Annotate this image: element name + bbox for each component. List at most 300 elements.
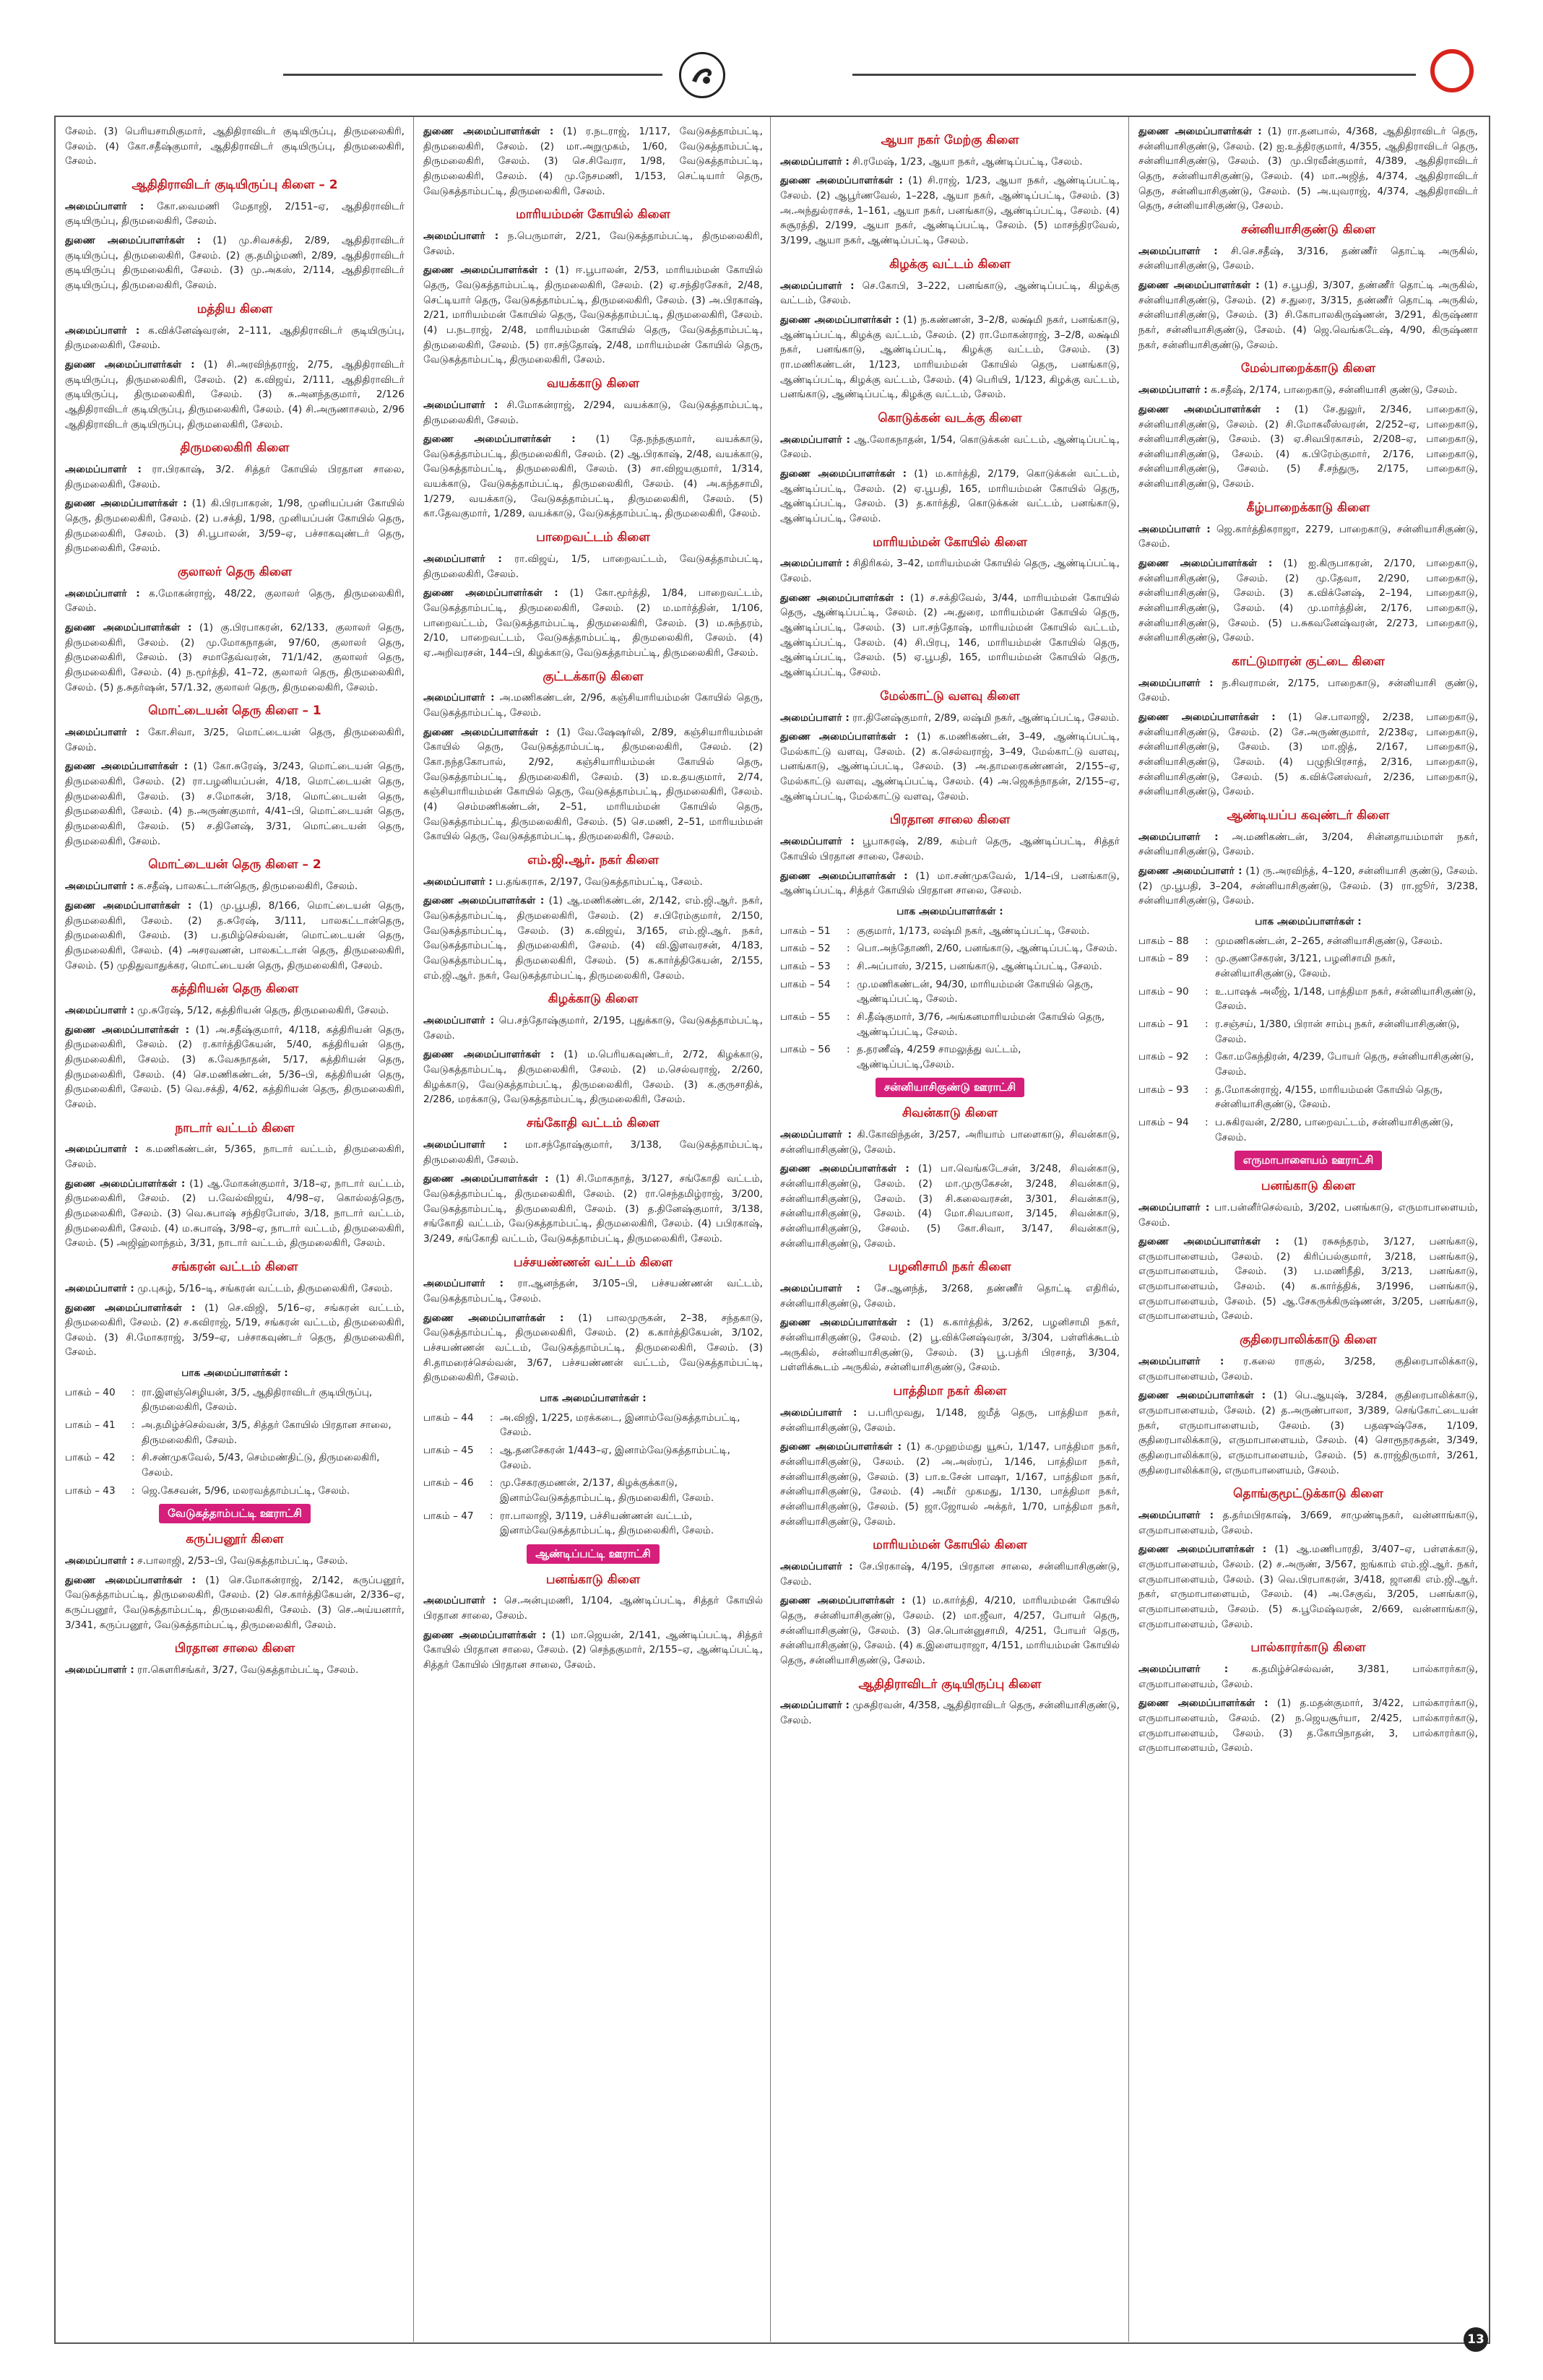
role-label: அமைப்பாளர் : [1138, 1201, 1210, 1213]
role-label: துணை அமைப்பாளர்கள் : [780, 1163, 909, 1175]
member-paragraph [423, 1172, 763, 1246]
member-details: சே.ஆனந்த், 3/268, தண்ணீர் தொட்டி எதிரில், சன்னியாசிகுண்டு, சேலம். [780, 1283, 1120, 1310]
member-paragraph [65, 324, 405, 353]
role-label: அமைப்பாளர் : [780, 155, 850, 168]
role-label: அமைப்பாளர் : [423, 1138, 508, 1151]
role-label: அமைப்பாளர் : [780, 1129, 852, 1141]
role-label: துணை அமைப்பாளர்கள் : [65, 1177, 186, 1190]
section-heading: கிழக்கு வட்டம் கிளை [889, 256, 1011, 272]
member-paragraph [65, 1554, 405, 1569]
member-paragraph [423, 1628, 763, 1673]
part-value: உ.பாஷக் அலீஜ், 1/148, பாத்திமா நகர், சன்னியாசிகுண்டு, சேலம். [1215, 985, 1477, 1013]
part-colon: : [131, 1484, 135, 1497]
section-heading: பழனிசாமி நகர் கிளை [889, 1260, 1011, 1275]
part-row [423, 1476, 763, 1505]
part-value: கோ.மகேந்திரன், 4/239, போயர் தெரு, சன்னியாசிகுண்டு, சேலம். [1215, 1051, 1474, 1078]
member-details: க.மோகன்ராஜ், 48/22, குலாலர் தெரு, திருமலைகிரி, சேலம். [65, 587, 405, 615]
role-label: அமைப்பாளர் : [1138, 1663, 1229, 1676]
member-paragraph [780, 1593, 1120, 1668]
member-paragraph [1138, 402, 1478, 492]
part-colon: : [847, 1011, 850, 1023]
section-heading: பச்சயண்ணன் வட்டம் கிளை [513, 1255, 673, 1270]
role-label: துணை அமைப்பாளர்கள் : [65, 498, 187, 510]
part-row [65, 1418, 405, 1448]
role-label: துணை அமைப்பாளர்கள் : [1138, 1236, 1279, 1248]
role-label: துணை அமைப்பாளர்கள் : [780, 1317, 911, 1329]
section-heading: குட்டக்காடு கிளை [543, 669, 644, 684]
column-separator [1128, 117, 1129, 2342]
part-label: பாகம் – 41 [65, 1419, 116, 1432]
part-label: பாகம் – 54 [780, 978, 831, 990]
member-paragraph [780, 1406, 1120, 1435]
part-row [65, 1385, 405, 1415]
role-label: துணை அமைப்பாளர்கள் : [423, 726, 550, 738]
member-paragraph [780, 313, 1120, 402]
member-paragraph [423, 1311, 763, 1385]
member-paragraph [423, 1593, 763, 1623]
member-paragraph [423, 1047, 763, 1107]
section-heading: மொட்டையன் தெரு கிளை – 1 [148, 704, 321, 719]
role-label: அமைப்பாளர் : [780, 558, 850, 570]
member-details: (1) ம.கார்த்தி, 2/179, கொடுக்கன் வட்டம், ஆண்டிப்பட்டி, சேலம். (2) ஏ.பூபதி, 165, மாரியம்மன் கோயில் தெரு, ஆண்டிப்பட்டி, சேலம். (3) த.கார்த்தி, கொடுக்கன் வட்டம், பனங்காடு, ஆண்டிப்பட்டி, சேலம். [780, 467, 1120, 524]
part-label: பாகம் – 45 [423, 1444, 474, 1456]
member-details: மு.புகழ், 5/16–டி, சங்கரன் வட்டம், திருமலைகிரி, சேலம். [134, 1282, 393, 1294]
member-details: (1) ஆ.மணிபாரதி, 3/407–ஏ, பள்ளக்காடு, எருமாபாளையம், சேலம். (2) ச.அருண், 3/567, ஐங்காம் எம்.ஜி.ஆர். நகர், எருமாபாளையம், சேலம். (3) வெ.பிரபாகரன், 3/418, ஜானகி எம்.ஜி.ஆர். நகர், எருமாபாளையம், சேலம். (4) அ.சேகுவ், 3/205, பனங்காடு, எருமாபாளையம், சேலம். (5) சு.பூமேஷ்வரன், 2/669, வன்னாங்காடு, எருமாபாளையம், சேலம். [1138, 1544, 1478, 1630]
part-value: ஆ.தனசேகரன் 1/443–ஏ, இனாம்வேடுகத்தாம்பட்டி, சேலம். [500, 1444, 730, 1471]
part-value: முமணிகண்டன், 2–265, சன்னியாசிகுண்டு, சேலம். [1215, 935, 1443, 947]
member-details: (1) ஐ.கிருபாகரன், 2/170, பாறைகாடு, சன்னியாசிகுண்டு, சேலம். (2) மு.தேவா, 2/290, பாறைகாடு, சன்னியாசிகுண்டு, சேலம். (3) க.விக்னேஷ், 2–194, பாறைகாடு, சன்னியாசிகுண்டு, சேலம். (4) மு.மார்த்தின், 2/176, பாறைகாடு, சன்னியாசிகுண்டு, சேலம். (5) ப.சுகவனேஷ்வரன், 2/273, பாறைகாடு, சன்னியாசிகுண்டு, சேலம். [1138, 557, 1478, 644]
member-paragraph [1138, 556, 1478, 646]
member-details: (1) சி.ராஜ், 1/23, ஆயா நகர், ஆண்டிப்பட்டி, சேலம். (2) ஆபூர்ணவேல், 1–228, ஆயா நகர், ஆண்டிப்பட்டி, சேலம். (3) அ.அந்துல்ராசக், 1–161, ஆயா நகர், பனங்காடு, ஆண்டிப்பட்டி, சேலம். (4) சுசூரத்தி, 2/199, ஆயா நகர், ஆண்டிப்பட்டி, சேலம். (5) மாசந்திரவேல், 3/199, ஆயா நகர், ஆண்டிப்பட்டி, சேலம். [780, 175, 1120, 247]
part-value: ஜெ.கேசவன், 5/96, மலரவத்தாம்பட்டி, சேலம். [142, 1484, 350, 1497]
member-paragraph [65, 124, 405, 169]
role-label: அமைப்பாளர் : [1138, 245, 1218, 257]
part-colon: : [1205, 953, 1209, 965]
role-label: அமைப்பாளர் : [65, 727, 140, 739]
member-details: (1) க.முஹம்மது யூசுப், 1/147, பாத்திமா நகர், சன்னியாசிகுண்டு, சேலம். (2) அ.அஸ்ரப், 1/146, பாத்திமா நகர், சன்னியாசிகுண்டு, சேலம். (3) பா.உசேன் பாஷா, 1/167, பாத்திமா நகர், சன்னியாசிகுண்டு, சேலம். (4) அமீர் முகமது, 1/130, பாத்திமா நகர், சன்னியாசிகுண்டு, சேலம். (5) ஜா.ஜோயல் அக்தர், 1/70, பாத்திமா நகர், சன்னியாசிகுண்டு, சேலம். [780, 1441, 1120, 1528]
member-paragraph [423, 229, 763, 259]
member-paragraph [65, 1023, 405, 1112]
member-details: ரா.பிரகாஷ், 3/2. சித்தர் கோயில் பிரதான சாலை, திருமலைகிரி, சேலம். [65, 463, 405, 490]
member-details: க.சதீஷ், பாலகட்டான்தெரு, திருமலைகிரி, சேலம். [134, 880, 358, 893]
member-paragraph [780, 1698, 1120, 1728]
member-paragraph [780, 834, 1120, 864]
part-colon: : [847, 925, 850, 937]
part-colon: : [1205, 935, 1209, 947]
section-heading: வயக்காடு கிளை [547, 376, 639, 391]
member-paragraph [1138, 522, 1478, 552]
member-paragraph [780, 711, 1120, 726]
section-heading: மாரியம்மன் கோயில் கிளை [873, 1538, 1027, 1553]
member-paragraph [65, 1177, 405, 1251]
role-label: அமைப்பாளர் : [780, 1700, 850, 1712]
role-label: துணை அமைப்பாளர் : [1138, 865, 1242, 878]
role-label: துணை அமைப்பாளர்கள் : [423, 1629, 546, 1641]
member-paragraph [780, 1281, 1120, 1311]
member-paragraph [1138, 830, 1478, 860]
member-paragraph [780, 1559, 1120, 1589]
part-value: ரா.பாலாஜி, 3/119, பச்சியண்ணன் வட்டம், இனாம்வேடுகத்தாம்பட்டி, திருமலைகிரி, சேலம். [500, 1510, 714, 1537]
member-details: பூபாசுரஷ், 2/89, கம்பர் தெரு, ஆண்டிப்பட்டி, சித்தர் கோயில் பிரதான சாலை, சேலம். [780, 836, 1120, 862]
role-label: துணை அமைப்பாளர்கள் : [65, 358, 195, 371]
role-label: அமைப்பாளர் : [423, 399, 498, 411]
section-heading: திருமலைகிரி கிளை [180, 441, 290, 456]
section-heading: மாரியம்மன் கோயில் கிளை [873, 535, 1027, 550]
role-label: அமைப்பாளர் : [780, 1283, 860, 1295]
column-separator [413, 117, 414, 2342]
part-value: பொ.அந்தோணி, 2/60, பனங்காடு, ஆண்டிப்பட்டி, சேலம். [857, 943, 1118, 955]
panchayat-banner: ஆண்டிப்பட்டி ஊராட்சி [527, 1544, 660, 1564]
member-paragraph [423, 432, 763, 522]
member-details: கோ.சிவா, 3/25, மொட்டையன் தெரு, திருமலைகிரி, சேலம். [65, 727, 405, 753]
section-heading: சிவன்காடு கிளை [902, 1106, 998, 1121]
part-label: பாகம் – 52 [780, 943, 831, 955]
role-label: துணை அமைப்பாளர்கள் : [1138, 403, 1280, 415]
section-heading: தொங்குமூட்டுக்காடு கிளை [1233, 1487, 1383, 1502]
role-label: அமைப்பாளர் : [65, 1005, 134, 1017]
role-label: துணை அமைப்பாளர்கள் : [1138, 557, 1273, 569]
part-colon: : [131, 1386, 135, 1398]
role-label: அமைப்பாளர் : [65, 324, 140, 337]
member-details: க.சதீஷ், 2/174, பாறைகாடு, சன்னியாசி குண்டு, சேலம். [1207, 384, 1458, 397]
role-label: துணை அமைப்பாளர்கள் : [423, 1049, 555, 1061]
section-heading: மொட்டையன் தெரு கிளை – 2 [148, 857, 321, 873]
part-value: ரா.இளஞ்செழியன், 3/5, ஆதிதிராவிடர் குடியிருப்பு, திருமலைகிரி, சேலம். [142, 1386, 373, 1414]
role-label: அமைப்பாளர் : [780, 836, 855, 848]
member-details: த.தர்மபிரகாஷ், 3/669, சாமுண்டிநகர், வன்னாங்காடு, எருமாபாளையம், சேலம். [1138, 1510, 1478, 1536]
role-label: அமைப்பாளர் : [423, 553, 502, 565]
part-value: சி.அப்பாஸ், 3/215, பனங்காடு, ஆண்டிப்பட்டி, சேலம். [857, 960, 1102, 972]
member-details: சி.ரமேஷ், 1/23, ஆயா நகர், ஆண்டிப்பட்டி, சேலம். [849, 155, 1083, 168]
member-details: (1) ரசுசுந்தரம், 3/127, பனங்காடு, எருமாபாளையம், சேலம். (2) கிரிப்பல்குமார், 3/218, பனங்காடு, எருமாபாளையம், சேலம். (3) ப.மணிநீதி, 3/213, பனங்காடு, எருமாபாளையம், சேலம். (4) க.கார்த்திக், 3/1996, பனங்காடு, எருமாபாளையம், சேலம். (5) ஆ.சேகருக்கிருஷ்ணன், 3/205, பனங்காடு, எருமாபாளையம், சேலம். [1138, 1236, 1478, 1323]
role-label: அமைப்பாளர் : [1138, 523, 1211, 535]
role-label: துணை அமைப்பாளர்கள் : [780, 592, 904, 604]
panchayat-banner: வேடுகத்தாம்பட்டி ஊராட்சி [159, 1504, 311, 1523]
section-heading: பனங்காடு கிளை [545, 1572, 641, 1587]
member-details: (1) சி.மோகநாத், 3/127, சங்கோதி வட்டம், வேடுகத்தாம்பட்டி, திருமலைகிரி, சேலம். (2) ரா.செந்தமிழ்ராஜ், 3/200, வேடுகத்தாம்பட்டி, திருமலைகிரி, சேலம். (3) த.தினேஷ்குமார், 3/138, சங்கோதி வட்டம், வேடுகத்தாம்பட்டி, திருமலைகிரி, சேலம். (4) பபிரகாஷ், 3/249, சங்கோதி வட்டம், வேடுகத்தாம்பட்டி, திருமலைகிரி, சேலம். [423, 1173, 763, 1245]
role-label: அமைப்பாளர் : [65, 1664, 134, 1676]
member-details: ச.பாலாஜி, 2/53–பி, வேடுகத்தாம்பட்டி, சேலம். [134, 1555, 348, 1567]
part-row [1138, 951, 1478, 981]
role-label: அமைப்பாளர் : [423, 230, 499, 243]
member-paragraph [1138, 676, 1478, 706]
role-label: துணை அமைப்பாளர்கள் : [65, 1024, 190, 1036]
member-details: (1) ம.கார்த்தி, 4/210, மாரியம்மன் கோயில் தெரு, சன்னியாசிகுண்டு, சேலம். (2) மா.ஜீவா, 4/257, போயர் தெரு, சன்னியாசிகுண்டு, சேலம். (3) செ.பொன்னுசாமி, 4/251, போயர் தெரு, சன்னியாசிகுண்டு, சேலம். (4) க.இளையராஜா, 4/151, மாரியம்மன் கோயில் தெரு, சன்னியாசிகுண்டு, சேலம். [780, 1595, 1120, 1666]
member-paragraph [1138, 1542, 1478, 1632]
member-paragraph [423, 1013, 763, 1043]
part-label: பாகம் – 51 [780, 925, 831, 937]
subsection-heading: பாக அமைப்பாளர்கள் : [181, 1367, 288, 1380]
role-label: அமைப்பாளர் : [65, 880, 134, 893]
member-details: கி.கோவிந்தன், 3/257, அரியாம் பாளைகாடு, சிவன்காடு, சன்னியாசிகுண்டு, சேலம். [780, 1129, 1120, 1156]
part-row [1138, 934, 1478, 949]
part-colon: : [847, 1044, 850, 1056]
part-colon: : [490, 1444, 493, 1456]
role-label: துணை அமைப்பாளர்கள் : [65, 1302, 196, 1314]
section-heading: மத்திய கிளை [196, 301, 273, 316]
section-heading: கருப்பனூர் கிளை [186, 1532, 284, 1547]
member-paragraph [780, 591, 1120, 680]
role-label: அமைப்பாளர் : [1138, 1510, 1214, 1522]
part-label: பாகம் – 90 [1138, 985, 1189, 998]
section-heading: காட்டுமாரன் குட்டை கிளை [1232, 654, 1385, 669]
member-details: ரா.விஜய், 1/5, பாறைவட்டம், வேடுகத்தாம்பட்டி, திருமலைகிரி, சேலம். [423, 553, 763, 580]
member-details: க.விக்னேஷ்வரன், 2–111, ஆதிதிராவிடர் குடியிருப்பு, திருமலைகிரி, சேலம். [65, 324, 405, 352]
role-label: அமைப்பாளர் : [780, 1561, 853, 1573]
member-details: (1) கோ.மூர்த்தி, 1/84, பாறைவட்டம், வேடுகத்தாம்பட்டி, திருமலைகிரி, சேலம். (2) ம.மார்த்தின், 1/106, பாறைவட்டம், வேடுகத்தாம்பட்டி, திருமலைகிரி, சேலம். (3) ம.சுந்தரம், 2/10, பாறைவட்டம், வேடுகத்தாம்பட்டி, திருமலைகிரி, சேலம். (4) ஏ.அறிவரசன், 144–பி, கிழக்காடு, வேடுகத்தாம்பட்டி, திருமலைகிரி, சேலம். [423, 587, 763, 659]
part-row [1138, 985, 1478, 1014]
section-heading: சங்கோதி வட்டம் கிளை [526, 1116, 660, 1131]
section-heading: பாறைவட்டம் கிளை [536, 530, 650, 545]
part-row [423, 1509, 763, 1539]
part-row [780, 1042, 1120, 1072]
part-row [1138, 1050, 1478, 1079]
member-details: மு.சுரேஷ், 5/12, கத்திரியன் தெரு, திருமலைகிரி, சேலம். [134, 1005, 389, 1017]
role-label: துணை அமைப்பாளர்கள் : [65, 899, 192, 912]
member-details: (1) கோ.சுரேஷ், 3/243, மொட்டையன் தெரு, திருமலைகிரி, சேலம். (2) ரா.பழனியப்பன், 4/18, மொட்டையன் தெரு, திருமலைகிரி, சேலம். (3) ச.மோகன், 3/18, மொட்டையன் தெரு, திருமலைகிரி, சேலம். (4) ந.அருண்குமார், 4/41–பி, மொட்டையன் தெரு, திருமலைகிரி, சேலம். (5) ச.தினேஷ், 3/31, மொட்டையன் தெரு, திருமலைகிரி, சேலம். [65, 761, 405, 847]
section-heading: சங்கரன் வட்டம் கிளை [171, 1260, 298, 1275]
member-details: (1) க.கார்த்திக், 3/262, பழனிசாமி நகர், சன்னியாசிகுண்டு, சேலம். (2) பூ.விக்னேஷ்வரன், 3/304, பள்ளிக்கூடம் அருகில், சன்னியாசிகுண்டு, சேலம். (3) பூ.பத்ரி பிரசாத், 3/304, பள்ளிக்கூடம் அருகில், சன்னியாசிகுண்டு, சேலம். [780, 1317, 1120, 1374]
role-label: துணை அமைப்பாளர்கள் : [1138, 280, 1260, 292]
role-label: அமைப்பாளர் : [423, 875, 493, 888]
member-details: பா.பன்னீர்செல்வம், 3/202, பனங்காடு, எருமாபாளையம், சேலம். [1138, 1201, 1478, 1229]
section-heading: நாடார் வட்டம் கிளை [175, 1120, 295, 1135]
role-label: துணை அமைப்பாளர்கள் : [65, 622, 192, 634]
section-heading: கத்திரியன் தெரு கிளை [170, 982, 299, 997]
header-rule-left [283, 74, 662, 76]
part-colon: : [131, 1419, 135, 1432]
part-row [1138, 1017, 1478, 1047]
member-details: (1) த.மதன்குமார், 3/422, பால்காரர்காடு, எருமாபாளையம், சேலம். (2) ந.ஜெயசூர்யா, 2/425, பால்காரர்காடு, எருமாபாளையம், சேலம். (3) த.கோபிநாதன், 3, பால்காரர்காடு, எருமாபாளையம், சேலம். [1138, 1697, 1478, 1754]
part-label: பாகம் – 89 [1138, 953, 1189, 965]
member-paragraph [780, 1128, 1120, 1157]
member-paragraph [780, 1440, 1120, 1529]
member-paragraph [65, 1301, 405, 1361]
part-label: பாகம் – 43 [65, 1484, 116, 1497]
role-label: துணை அமைப்பாளர்கள் : [423, 587, 558, 600]
page-marker-circle [1430, 49, 1474, 92]
member-paragraph [1138, 864, 1478, 909]
part-label: பாகம் – 53 [780, 960, 831, 972]
member-paragraph [1138, 710, 1478, 800]
panchayat-banner: சன்னியாசிகுண்டு ஊராட்சி [876, 1078, 1024, 1097]
role-label: அமைப்பாளர் : [1138, 1355, 1224, 1367]
part-row [1138, 1083, 1478, 1112]
role-label: துணை அமைப்பாளர்கள் : [1138, 126, 1262, 137]
member-paragraph [1138, 278, 1478, 352]
member-details: ப.பரிமுவது, 1/148, ஜமீத் தெரு, பாத்திமா நகர், சன்னியாசிகுண்டு, சேலம். [780, 1406, 1120, 1434]
member-paragraph [1138, 1508, 1478, 1538]
member-paragraph [1138, 1200, 1478, 1230]
section-heading: பிரதான சாலை கிளை [174, 1641, 295, 1656]
part-label: பாகம் – 42 [65, 1452, 116, 1464]
member-paragraph [780, 279, 1120, 308]
member-paragraph [1138, 124, 1478, 214]
member-paragraph [780, 173, 1120, 248]
member-details: (1) செ.மோகன்ராஜ், 2/142, கருப்பனூர், வேடுகத்தாம்பட்டி, திருமலைகிரி, சேலம். (2) செ.கார்த்திகேயன், 2/336–ஏ, கருப்பனூர், வேடுகத்தாம்பட்டி, திருமலைகிரி, சேலம். (3) செ.அய்யனார், 3/341, கருப்பனூர், வேடுகத்தாம்பட்டி, திருமலைகிரி, சேலம். [65, 1574, 405, 1631]
member-paragraph [65, 462, 405, 492]
role-label: அமைப்பாளர் : [423, 1278, 503, 1290]
member-details: ந.பெருமாள், 2/21, வேடுகத்தாம்பட்டி, திருமலைகிரி, சேலம். [423, 230, 763, 257]
member-details: (1) ரா.தனபால், 4/368, ஆதிதிராவிடர் தெரு, சன்னியாசிகுண்டு, சேலம். (2) ஐ.உத்திரகுமார், 4/355, ஆதிதிராவிடர் தெரு, சன்னியாசிகுண்டு, சேலம். (3) மு.பிரவீன்குமார், 4/389, ஆதிதிராவிடர் தெரு, சன்னியாசிகுண்டு, சேலம். (4) மா.அஜித், 4/374, ஆதிதிராவிடர் தெரு, சன்னியாசிகுண்டு, சேலம். (5) அ.யுவராஜ், 4/374, ஆதிதிராவிடர் தெரு, சன்னியாசிகுண்டு, சேலம். [1138, 126, 1478, 212]
section-heading: ஆயா நகர் மேற்கு கிளை [881, 133, 1019, 147]
role-label: அமைப்பாளர் : [780, 1406, 857, 1419]
role-label: துணை அமைப்பாளர்கள் : [423, 1173, 549, 1185]
member-details: சே.பிரகாஷ், 4/195, பிரதான சாலை, சன்னியாசிகுண்டு, சேலம். [780, 1561, 1120, 1588]
member-details: ரா.தினேஷ்குமார், 2/89, லஷ்மி நகர், ஆண்டிப்பட்டி, சேலம். [849, 711, 1120, 724]
member-paragraph [1138, 1662, 1478, 1692]
part-row [780, 959, 1120, 974]
member-paragraph [423, 725, 763, 844]
member-paragraph [65, 759, 405, 849]
member-paragraph [65, 1573, 405, 1633]
part-label: பாகம் – 93 [1138, 1083, 1189, 1096]
member-paragraph [1138, 1388, 1478, 1478]
member-details: (1) கி.பிரபாகரன், 1/98, முனியப்பன் கோயில் தெரு, திருமலைகிரி, சேலம். (2) ப.சக்தி, 1/98, முனியப்பன் கோயில் தெரு, திருமலைகிரி, சேலம். (3) சி.பூபாலன், 3/59–ஏ, பச்சாகவுண்டர் தெரு, திருமலைகிரி, சேலம். [65, 498, 405, 555]
role-label: அமைப்பாளர் : [780, 711, 850, 724]
member-details: செ.கோபி, 3–222, பனங்காடு, ஆண்டிப்பட்டி, கிழக்கு வட்டம், சேலம். [780, 280, 1120, 307]
role-label: துணை அமைப்பாளர்கள் : [1138, 1390, 1266, 1402]
part-value: மு.குணசேகரன், 3/121, பழனிசாமி நகர், சன்னியாசிகுண்டு, சேலம். [1215, 953, 1396, 980]
role-label: அமைப்பாளர் : [423, 692, 495, 704]
member-details: (1) ர.நடராஜ், 1/117, வேடுகத்தாம்பட்டி, திருமலைகிரி, சேலம். (2) மா.அறுமுகம், 1/60, வேடுகத்தாம்பட்டி, திருமலைகிரி, சேலம். (3) செ.சிவேரா, 1/98, வேடுகத்தாம்பட்டி, திருமலைகிரி, சேலம். (4) மு.நேசமணி, 1/153, செட்டியார் தெரு, வேடுகத்தாம்பட்டி, திருமலைகிரி, சேலம். [423, 126, 763, 197]
section-heading: பாத்திமா நகர் கிளை [893, 1384, 1007, 1399]
member-details: சிதிரிகல், 3–42, மாரியம்மன் கோயில் தெரு, ஆண்டிப்பட்டி, சேலம். [780, 558, 1120, 585]
part-label: பாகம் – 92 [1138, 1051, 1189, 1063]
part-colon: : [131, 1452, 135, 1464]
panchayat-banner: எருமாபாளையம் ஊராட்சி [1235, 1151, 1383, 1170]
part-colon: : [1205, 1083, 1209, 1096]
role-label: துணை அமைப்பாளர்கள் : [1138, 711, 1276, 723]
role-label: துணை அமைப்பாளர்கள் : [65, 1574, 196, 1586]
member-paragraph [65, 725, 405, 755]
role-label: துணை அமைப்பாளர்கள் : [780, 731, 909, 743]
part-colon: : [1205, 1018, 1209, 1030]
role-label: அமைப்பாளர் : [780, 280, 855, 292]
member-details: (1) செ.விஜி, 5/16–ஏ, சங்கரன் வட்டம், திருமலைகிரி, சேலம். (2) ச.கவிராஜ், 5/19, சங்கரன் வட்டம், திருமலைகிரி, சேலம். (3) சி.மோகராஜ், 3/59–ஏ, பச்சாகவுண்டர் தெரு, திருமலைகிரி, சேலம். [65, 1302, 405, 1359]
section-heading: ஆதிதிராவிடர் குடியிருப்பு கிளை – 2 [131, 177, 338, 192]
header-rule-right [852, 74, 1416, 76]
member-details: (1) ஈ.பூபாலன், 2/53, மாரியம்மன் கோயில் தெரு, வேடுகத்தாம்பட்டி, திருமலைகிரி, சேலம். (2) ஏ.சந்திரசேகர், 2/48, செட்டியார் தெரு, வேடுகத்தாம்பட்டி, திருமலைகிரி, சேலம். (3) அ.பிரகாஷ், 2/21, மாரியம்மன் கோயில் தெரு, வேடுகத்தாம்பட்டி, திருமலைகிரி, சேலம். (4) ப.நடராஜ், 2/48, மாரியம்மன் கோயில் தெரு, வேடுகத்தாம்பட்டி, திருமலைகிரி, சேலம். (5) ரா.சந்தோஷ், 2/48, மாரியம்மன் கோயில் தெரு, வேடுகத்தாம்பட்டி, திருமலைகிரி, சேலம். [423, 264, 763, 366]
member-paragraph [780, 467, 1120, 527]
section-heading: ஆதிதிராவிடர் குடியிருப்பு கிளை [858, 1676, 1042, 1692]
member-paragraph [423, 586, 763, 660]
member-paragraph [780, 433, 1120, 462]
member-details: (1) மு.பூபதி, 8/166, மொட்டையன் தெரு, திருமலைகிரி, சேலம். (2) த.சுரேஷ், 3/111, பாலகட்டான்தெரு, திருமலைகிரி, சேலம். (3) ப.தமிழ்செல்வன், மொட்டையன் தெரு, திருமலைகிரி, சேலம். (4) அசரவணன், பாலகட்டான் தெரு, திருமலைகிரி, சேலம். (5) முதிதுவாதுக்கர, மொட்டையன் தெரு, திருமலைகிரி, சேலம். [65, 899, 405, 972]
member-details: (1) ஆ.மோகன்குமார், 3/18–ஏ, நாடார் வட்டம், திருமலைகிரி, சேலம். (2) ப.வேல்விஜய், 4/98–ஏ, கொல்லத்தெரு, திருமலைகிரி, சேலம். (3) வெ.சுபாஷ் சந்திரபோஸ், 3/18, நாடார் வட்டம், திருமலைகிரி, சேலம். (4) ம.சுபாஷ், 3/98–ஏ, நாடார் வட்டம், திருமலைகிரி, சேலம். (5) அஜிஹ்லாந்தம், 3/31, நாடார் வட்டம், திருமலைகிரி, சேலம். [65, 1177, 405, 1250]
role-label: துணை அமைப்பாளர்கள் : [780, 467, 907, 480]
role-label: துணை அமைப்பாளர்கள் : [423, 433, 576, 446]
role-label: அமைப்பாளர் : [65, 200, 144, 212]
member-details: ஆ.லோகநாதன், 1/54, கொடுக்கன் வட்டம், ஆண்டிப்பட்டி, சேலம். [780, 433, 1120, 461]
member-details: (1) ரு.அரவிந்த், 4–120, சன்னியாசி குண்டு, சேலம். (2) மு.பூபதி, 3–204, சன்னியாசிகுண்டு, சேலம். (3) ரா.ஜூர், 3/238, சன்னியாசிகுண்டு, சேலம். [1138, 865, 1478, 907]
member-details: சி.மோகன்ராஜ், 2/294, வயக்காடு, வேடுகத்தாம்பட்டி, திருமலைகிரி, சேலம். [423, 399, 763, 426]
part-label: பாகம் – 56 [780, 1044, 831, 1056]
section-heading: பனங்காடு கிளை [1261, 1179, 1356, 1194]
member-details: (1) பெ.ஆயுஷ், 3/284, குதிரைபாலிக்காடு, எருமாபாளையம், சேலம். (2) த.அருண்பாலா, 3/389, செங்கோட்டையன் நகர், எருமாபாளையம், சேலம். (3) பதஷுஷ்சேக, 1/109, குதிரைபாலிக்காடு, எருமாபாளையம், சேலம். (4) சொரூநரசுதன், 3/349, குதிரைபாலிக்காடு, எருமாபாளையம், சேலம். (5) க.ராஜ்திருமார், 3/261, குதிரைபாலிக்காடு, எருமாபாளையம், சேலம். [1138, 1390, 1478, 1476]
role-label: துணை அமைப்பாளர்கள் : [423, 895, 545, 907]
role-label: அமைப்பாளர் : [1138, 677, 1214, 689]
member-paragraph [65, 199, 405, 229]
member-details: (1) ச.சக்திவேல், 3/44, மாரியம்மன் கோயில் தெரு, ஆண்டிப்பட்டி, சேலம். (2) அ.துரை, மாரியம்மன் கோயில் தெரு, ஆண்டிப்பட்டி, சேலம். (3) பா.சந்தோஷ், மாரியம்மன் கோயில் வட்டம், ஆண்டிப்பட்டி, சேலம். (4) சி.பிரபு, 146, மாரியம்மன் கோயில் தெரு, ஆண்டிப்பட்டி, சேலம். (5) ஏ.பூபதி, 165, மாரியம்மன் கோயில் தெரு, ஆண்டிப்பட்டி, சேலம். [780, 592, 1120, 679]
member-paragraph [65, 620, 405, 695]
member-details: (1) தே.நந்தகுமார், வயக்காடு, வேடுகத்தாம்பட்டி, திருமலைகிரி, சேலம். (2) ஆ.பிரகாஷ், 2/48, வயக்காடு, வேடுகத்தாம்பட்டி, திருமலைகிரி, சேலம். (3) சா.விஜயகுமார், 1/314, வயக்காடு, வேடுகத்தாம்பட்டி, திருமலைகிரி, சேலம். (4) அ.கந்தசாமி, 1/279, வயக்காடு, வேடுகத்தாம்பட்டி, திருமலைகிரி, சேலம். (5) கா.தேவகுமார், 1/289, வயக்காடு, வேடுகத்தாம்பட்டி, திருமலைகிரி, சேலம். [423, 433, 763, 520]
member-details: ப.தங்கராசு, 2/197, வேடுகத்தாம்பட்டி, சேலம். [492, 875, 703, 888]
member-paragraph [423, 552, 763, 581]
part-label: பாகம் – 55 [780, 1011, 831, 1023]
member-paragraph [423, 893, 763, 983]
member-paragraph [65, 496, 405, 556]
member-paragraph [65, 1003, 405, 1018]
member-paragraph [780, 869, 1120, 899]
member-details: க.மணிகண்டன், 5/365, நாடார் வட்டம், திருமலைகிரி, சேலம். [65, 1143, 405, 1171]
part-colon: : [847, 978, 850, 990]
section-heading: மாரியம்மன் கோயில் கிளை [516, 207, 670, 222]
member-paragraph [1138, 1696, 1478, 1756]
part-label: பாகம் – 40 [65, 1386, 116, 1398]
part-label: பாகம் – 46 [423, 1477, 474, 1489]
role-label: துணை அமைப்பாளர்கள் : [65, 235, 201, 247]
member-paragraph [780, 155, 1120, 170]
part-row [780, 941, 1120, 956]
member-details: (1) பாலமுருகன், 2–38, சந்தகாடு, வேடுகத்தாம்பட்டி, திருமலைகிரி, சேலம். (2) க.கார்த்திகேயன், 3/102, பச்சயண்ணன் வட்டம், வேடுகத்தாம்பட்டி, திருமலைகிரி, சேலம். (3) சி.தாமரைச்செல்வன், 3/67, பச்சயண்ணன் வட்டம், வேடுகத்தாம்பட்டி, திருமலைகிரி, சேலம். [423, 1312, 763, 1384]
member-details: (1) ம.பெரியகவுண்டர், 2/72, கிழக்காடு, வேடுகத்தாம்பட்டி, திருமலைகிரி, சேலம். (2) ம.செல்வராஜ், 2/260, கிழக்காடு, வேடுகத்தாம்பட்டி, திருமலைகிரி, சேலம். (3) க.குருசாதிக், 2/286, மரக்காடு, வேடுகத்தாம்பட்டி, திருமலைகிரி, சேலம். [423, 1049, 763, 1106]
column-1 [65, 124, 405, 2334]
member-details: ரா.கௌரிசங்கர், 3/27, வேடுகத்தாம்பட்டி, சேலம். [134, 1664, 359, 1676]
part-value: த.மோகன்ராஜ், 4/155, மாரியம்மன் கோயில் தெரு, சன்னியாசிகுண்டு, சேலம். [1215, 1083, 1443, 1111]
member-details: ரா.ஆனந்தன், 3/105–பி, பச்சயண்ணன் வட்டம், வேடுகத்தாம்பட்டி, சேலம். [423, 1278, 763, 1304]
role-label: அமைப்பாளர் : [65, 463, 142, 475]
section-heading: ஆண்டியப்ப கவுண்டர் கிளை [1227, 808, 1390, 823]
role-label: அமைப்பாளர் : [65, 587, 140, 600]
part-value: மு.சேகரகுமணன், 2/137, கிழக்குக்காடு, இனாம்வேடுகத்தாம்பட்டி, திருமலைகிரி, சேலம். [500, 1477, 714, 1504]
section-heading: பிரதான சாலை கிளை [889, 813, 1011, 828]
part-colon: : [490, 1510, 493, 1522]
part-value: குகுமார், 1/173, லஷ்மி நகர், ஆண்டிப்பட்டி, சேலம். [857, 925, 1090, 937]
member-details: ர.கலை ராகுல், 3/258, குதிரைபாலிக்காடு, எருமாபாளையம், சேலம். [1138, 1355, 1478, 1382]
member-details: (1) ச.பூபதி, 3/307, தண்ணீர் தொட்டி அருகில், சன்னியாசிகுண்டு, சேலம். (2) ச.துரை, 3/315, தண்ணீர் தொட்டி அருகில், சன்னியாசிகுண்டு, சேலம். (3) சி.கோபாலகிருஷ்ணன், 3/291, கிருஷ்ணா நகர், சன்னியாசிகுண்டு, சேலம். (4) ஜெ.வெங்கடேஷ், 4/90, கிருஷ்ணா நகர், சன்னியாசிகுண்டு, சேலம். [1138, 280, 1478, 351]
role-label: துணை அமைப்பாளர்கள் : [65, 761, 189, 773]
role-label: அமைப்பாளர் : [65, 1555, 134, 1567]
section-heading: குதிரைபாலிக்காடு கிளை [1240, 1333, 1377, 1348]
subsection-heading: பாக அமைப்பாளர்கள் : [1255, 916, 1362, 928]
member-details: (1) சி.அரவிந்தராஜ், 2/75, ஆதிதிராவிடர் குடியிருப்பு, திருமலைகிரி, சேலம். (2) க.விஜய், 2/111, ஆதிதிராவிடர் குடியிருப்பு, திருமலைகிரி, சேலம். (3) சு.அனந்தகுமார், 2/126 ஆதிதிராவிடர் குடியிருப்பு, திருமலைகிரி, சேலம். (4) சி.அருணாசலம், 2/96 ஆதிதிராவிடர் குடியிருப்பு, திருமலைகிரி, சேலம். [65, 358, 405, 430]
subsection-heading: பாக அமைப்பாளர்கள் : [540, 1392, 647, 1404]
role-label: துணை அமைப்பாளர்கள் : [1138, 1544, 1267, 1556]
member-details: சேலம். (3) பெரியசாமிகுமார், ஆதிதிராவிடர் குடியிருப்பு, திருமலைகிரி, சேலம். (4) கோ.சதீஷ்குமார், ஆதிதிராவிடர் குடியிருப்பு, திருமலைகிரி, சேலம். [65, 126, 405, 168]
role-label: துணை அமைப்பாளர்கள் : [780, 175, 903, 187]
role-label: துணை அமைப்பாளர்கள் : [423, 264, 549, 277]
role-label: அமைப்பாளர் : [1138, 384, 1208, 397]
part-row [780, 977, 1120, 1007]
role-label: துணை அமைப்பாளர்கள் : [780, 313, 899, 326]
role-label: அமைப்பாளர் : [780, 433, 850, 446]
part-label: பாகம் – 94 [1138, 1116, 1189, 1128]
member-details: ஜெ.கார்த்திகராஜா, 2279, பாறைகாடு, சன்னியாசிகுண்டு, சேலம். [1138, 523, 1478, 550]
section-heading: சன்னியாசிகுண்டு கிளை [1240, 222, 1376, 237]
part-value: மு.மணிகண்டன், 94/30, மாரியம்மன் கோயில் தெரு, ஆண்டிப்பட்டி, சேலம். [857, 978, 1094, 1005]
part-row [780, 1010, 1120, 1039]
role-label: அமைப்பாளர் : [65, 1282, 134, 1294]
part-value: சி.தீஷ்குமார், 3/76, அங்கனமாரியம்மன் கோயில் தெரு, ஆண்டிப்பட்டி, சேலம். [857, 1011, 1105, 1038]
member-paragraph [1138, 244, 1478, 274]
role-label: துணை அமைப்பாளர்கள் : [423, 126, 554, 137]
part-colon: : [1205, 985, 1209, 998]
role-label: துணை அமைப்பாளர்கள் : [780, 1595, 906, 1607]
member-paragraph [65, 1663, 405, 1678]
part-row [1138, 1115, 1478, 1145]
member-details: கோ.வைமணி மேதாஜி, 2/151–ஏ, ஆதிதிராவிடர் குடியிருப்பு, திருமலைகிரி, சேலம். [65, 200, 405, 228]
